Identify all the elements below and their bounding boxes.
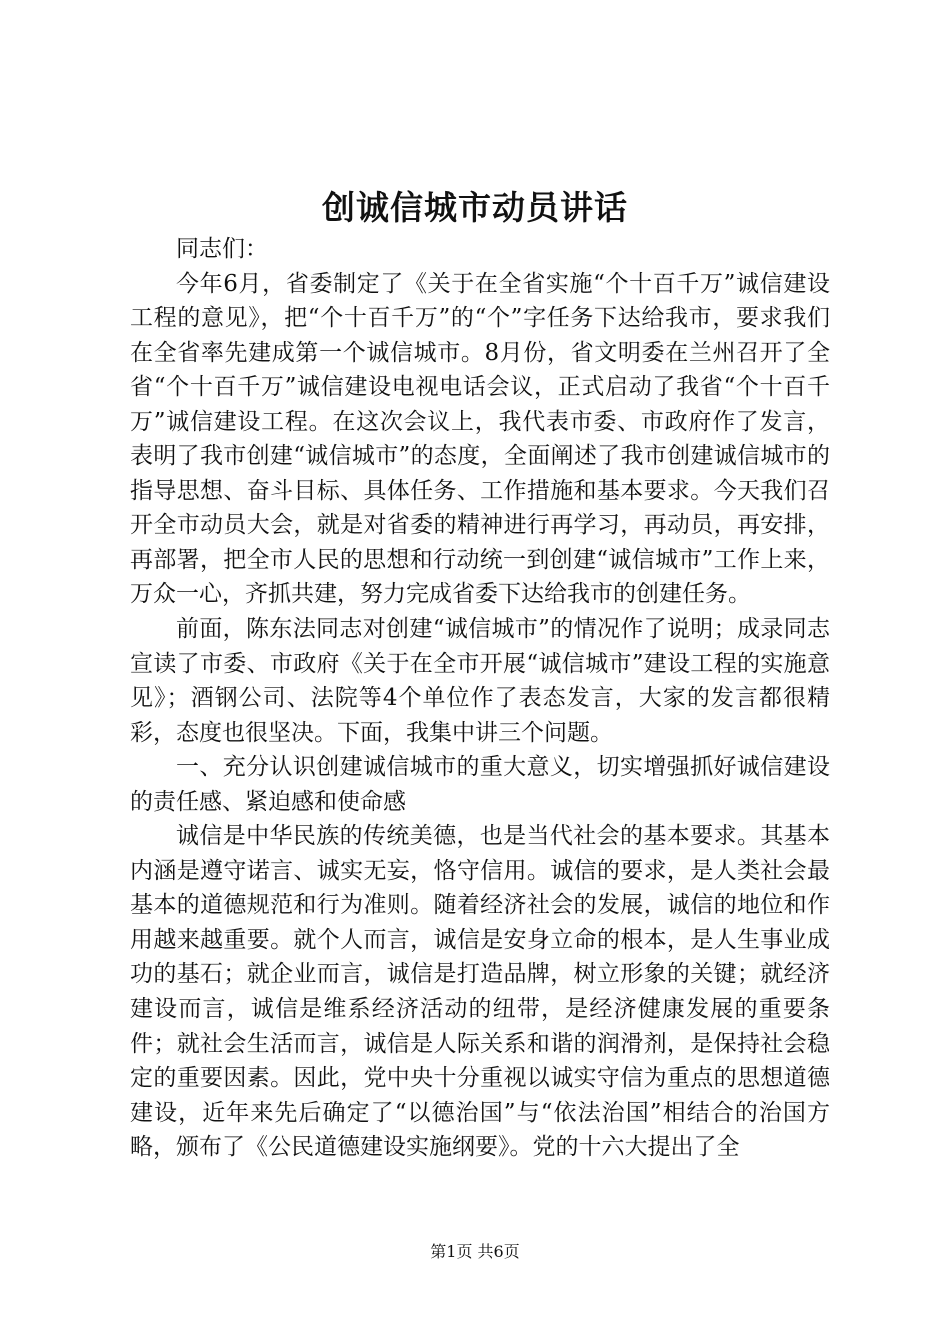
section-heading: 一、充分认识创建诚信城市的重大意义，切实增强抓好诚信建设的责任感、紧迫感和使命感 (130, 754, 830, 815)
salutation: 同志们： (176, 236, 268, 262)
document-body (130, 232, 830, 1165)
document-title: 创诚信城市动员讲话 (322, 188, 628, 227)
paragraph: 今年6月，省委制定了《关于在全省实施“个十百千万”诚信建设工程的意见》，把“个十百千万”的“个”字任务下达给我市，要求我们在全省率先建成第一个诚信城市。8月份，省文明委在兰州召开了全省“个十百千万”诚信建设电视电话会议，正式启动了我省“个十百千万”诚信建设工程。在这次会议上，我代表市委、市政府作了发言，表明了我市创建“诚信城市”的态度，全面阐述了我市创建诚信城市的指导思想、奋斗目标、具体任务、工作措施和基本要求。今天我们召开全市动员大会，就是对省委的精神进行再学习，再动员，再安排，再部署，把全市人民的思想和行动统一到创建“诚信城市”工作上来，万众一心，齐抓共建，努力完成省委下达给我市的创建任务。 (130, 270, 830, 608)
page-number-footer: 第1页 共6页 (430, 1242, 520, 1261)
paragraph: 前面，陈东法同志对创建“诚信城市”的情况作了说明；成录同志宣读了市委、市政府《关于在全市开展“诚信城市”建设工程的实施意见》；酒钢公司、法院等4个单位作了表态发言，大家的发言都很精彩，态度也很坚决。下面，我集中讲三个问题。 (130, 616, 830, 746)
paragraph: 诚信是中华民族的传统美德，也是当代社会的基本要求。其基本内涵是遵守诺言、诚实无妄，恪守信用。诚信的要求，是人类社会最基本的道德规范和行为准则。随着经济社会的发展，诚信的地位和作用越来越重要。就个人而言，诚信是安身立命的根本，是人生事业成功的基石；就企业而言，诚信是打造品牌，树立形象的关键；就经济建设而言，诚信是维系经济活动的纽带，是经济健康发展的重要条件；就社会生活而言，诚信是人际关系和谐的润滑剂，是保持社会稳定的重要因素。因此，党中央十分重视以诚实守信为重点的思想道德建设，近年来先后确定了“以德治国”与“依法治国”相结合的治国方略，颁布了《公民道德建设实施纲要》。党的十六大提出了全 (130, 823, 830, 1161)
